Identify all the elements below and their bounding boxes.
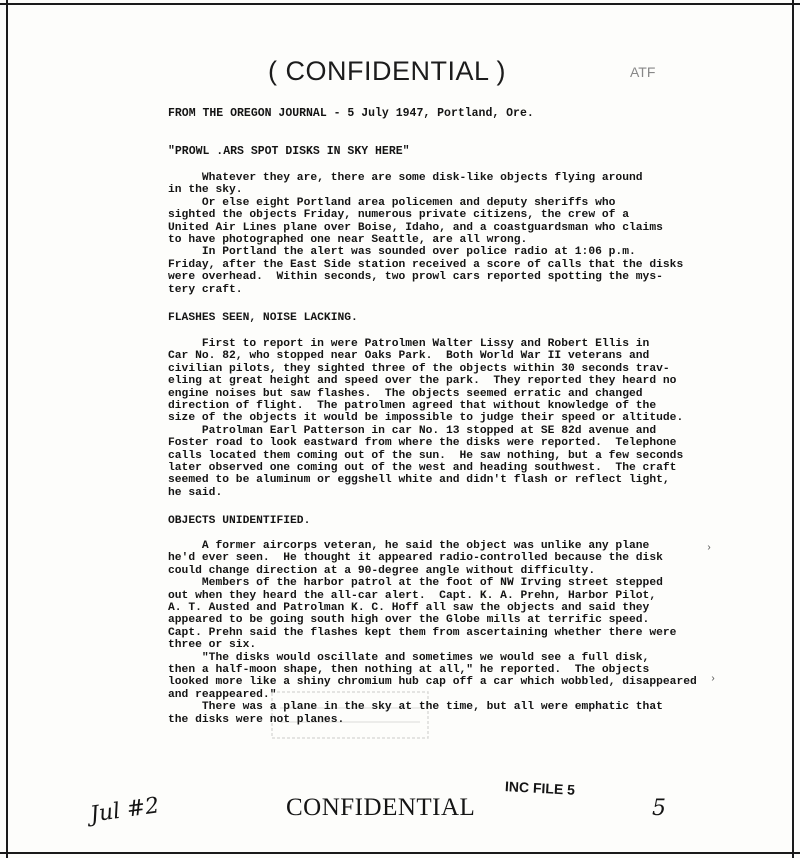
handwritten-note: Jul #2	[88, 793, 161, 828]
source-line: FROM THE OREGON JOURNAL - 5 July 1947, Portland, Ore.	[168, 107, 534, 120]
text-line: Or else eight Portland area policemen and deputy sheriffs who	[168, 196, 616, 209]
margin-mark-icon: ›	[710, 674, 717, 685]
margin-mark-icon: ›	[706, 543, 713, 554]
text-line: A. T. Austed and Patrolman K. C. Hoff all saw the objects and said they	[168, 602, 650, 615]
text-line: and reappeared."	[168, 688, 277, 701]
text-line: he said.	[168, 486, 223, 499]
text-line: to have photographed one near Seattle, are all wrong.	[168, 234, 528, 247]
text-line: eling at great height and speed over the park. They reported they heard no	[168, 375, 677, 388]
text-line: then a half-moon shape, then nothing at all," he reported. The objects	[168, 664, 650, 677]
text-line: Capt. Prehn said the flashes kept them from ascertaining whether there were	[168, 626, 677, 639]
right-scan-border	[792, 0, 794, 858]
text-line: Friday, after the East Side station received a score of calls that the disks	[168, 258, 684, 271]
bottom-scan-border	[0, 852, 800, 854]
text-line: calls located them coming out of the sun. He saw nothing, but a few seconds	[168, 449, 684, 462]
text-line: could change direction at a 90-degree angle without difficulty.	[168, 564, 596, 577]
left-scan-border	[6, 0, 8, 858]
text-line: United Air Lines plane over Boise, Idaho, and a coastguardsman who claims	[168, 221, 663, 234]
text-line: appeared to be going south high over the Globe mills at terrific speed.	[168, 614, 650, 627]
paragraph-block-2	[168, 338, 684, 499]
paragraph-block-1	[168, 172, 684, 296]
text-line: tery craft.	[168, 283, 243, 296]
text-line: Foster road to look eastward from where the disks were reported. Telephone	[168, 437, 677, 450]
faint-received-stamp	[270, 690, 430, 740]
text-line: Car No. 82, who stopped near Oaks Park. Both World War II veterans and	[168, 350, 650, 363]
text-line: seemed to be aluminum or eggshell white and didn't flash or reflect light,	[168, 474, 670, 487]
text-line: looked more like a shiny chromium hub cap off a car which wobbled, disappeared	[168, 676, 697, 689]
text-line: civilian pilots, they sighted three of the objects within 30 seconds trav-	[168, 362, 670, 375]
text-line: in the sky.	[168, 184, 243, 197]
text-line: direction of flight. The patrolmen agreed that without knowledge of the	[168, 400, 657, 413]
text-line: There was a plane in the sky at the time, but all were emphatic that	[168, 701, 663, 714]
text-line: three or six.	[168, 639, 257, 652]
article-headline: "PROWL .ARS SPOT DISKS IN SKY HERE"	[168, 145, 410, 158]
text-line: "The disks would oscillate and sometimes we would see a full disk,	[168, 651, 650, 664]
header-confidential-stamp: ( CONFIDENTIAL )	[268, 56, 507, 86]
subheading-objects: OBJECTS UNIDENTIFIED.	[168, 515, 311, 527]
corner-mark: ATF	[630, 64, 656, 80]
top-scan-border	[0, 3, 800, 5]
text-line: sighted the objects Friday, numerous private citizens, the crew of a	[168, 209, 629, 222]
text-line: Patrolman Earl Patterson in car No. 13 stopped at SE 82d avenue and	[168, 424, 657, 437]
text-line: out when they heard the all-car alert. Capt. K. A. Prehn, Harbor Pilot,	[168, 589, 657, 602]
text-line: were overhead. Within seconds, two prowl cars reported spotting the mys-	[168, 271, 663, 284]
footer-confidential-stamp: CONFIDENTIAL	[286, 794, 476, 821]
text-line: size of the objects it would be impossible to judge their speed or altitude.	[168, 412, 684, 425]
text-line: later observed one coming out of the west and heading southwest. The craft	[168, 462, 677, 475]
text-line: Members of the harbor patrol at the foot of NW Irving street stepped	[168, 577, 663, 590]
text-line: the disks were not planes.	[168, 713, 345, 726]
text-line: he'd ever seen. He thought it appeared radio-controlled because the disk	[168, 552, 663, 565]
text-line: In Portland the alert was sounded over police radio at 1:06 p.m.	[168, 246, 636, 259]
subheading-flashes: FLASHES SEEN, NOISE LACKING.	[168, 312, 358, 324]
text-line: Whatever they are, there are some disk-like objects flying around	[168, 172, 643, 184]
file-reference: INC FILE 5	[504, 778, 576, 798]
text-line: First to report in were Patrolmen Walter Lissy and Robert Ellis in	[168, 338, 650, 350]
page-number-mark: 5	[652, 796, 666, 821]
text-line: engine noises but saw flashes. The objects seemed erratic and changed	[168, 387, 643, 400]
text-line: A former aircorps veteran, he said the object was unlike any plane	[168, 540, 650, 552]
